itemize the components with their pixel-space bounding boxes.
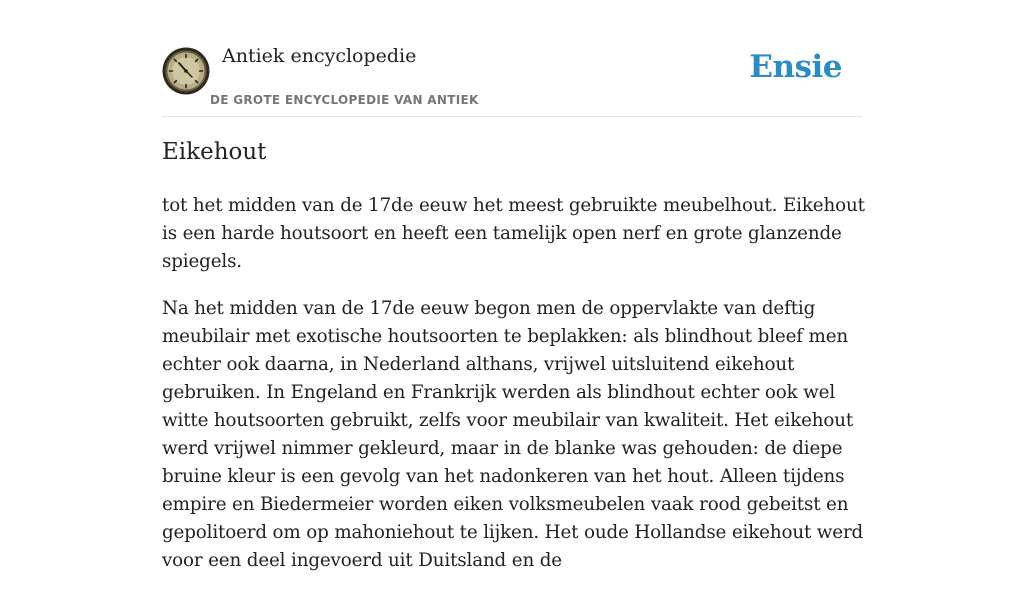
site-title[interactable]: Antiek encyclopedie: [222, 45, 417, 67]
site-header: [162, 0, 862, 117]
site-subtitle: DE GROTE ENCYCLOPEDIE VAN ANTIEK: [210, 93, 479, 107]
article-paragraph: tot het midden van de 17de eeuw het meest gebruikte meubelhout. Eikehout is een harde houtsoort en heeft een tamelijk open nerf en grote glanzende spiegels.: [162, 195, 865, 272]
brand-logo-link[interactable]: Ensie: [749, 49, 842, 85]
article-title: Eikehout: [162, 139, 267, 165]
antique-clock-icon[interactable]: [162, 47, 210, 95]
article-paragraph: Na het midden van de 17de eeuw begon men de oppervlakte van deftig meubilair met exotische houtsoorten te beplakken: als blindhout bleef men echter ook daarna, in Nederland althans, vrijwel uitsluitend eikehout gebruiken. In Engeland en Frankrijk werden als blindhout echter ook wel witte houtsoorten gebruikt, zelfs voor meubilair van kwaliteit. Het eikehout werd vrijwel nimmer gekleurd, maar in de blanke was gehouden: de diepe bruine kleur is een gevolg van het nadonkeren van het hout. Alleen tijdens empire en Biedermeier worden eiken volksmeubelen vaak rood gebeitst en gepolitoerd om op mahoniehout te lijken. Het oude Hollandse eikehout werd voor een deel ingevoerd uit Duitsland en de: [162, 298, 864, 571]
article-body: [162, 192, 872, 594]
